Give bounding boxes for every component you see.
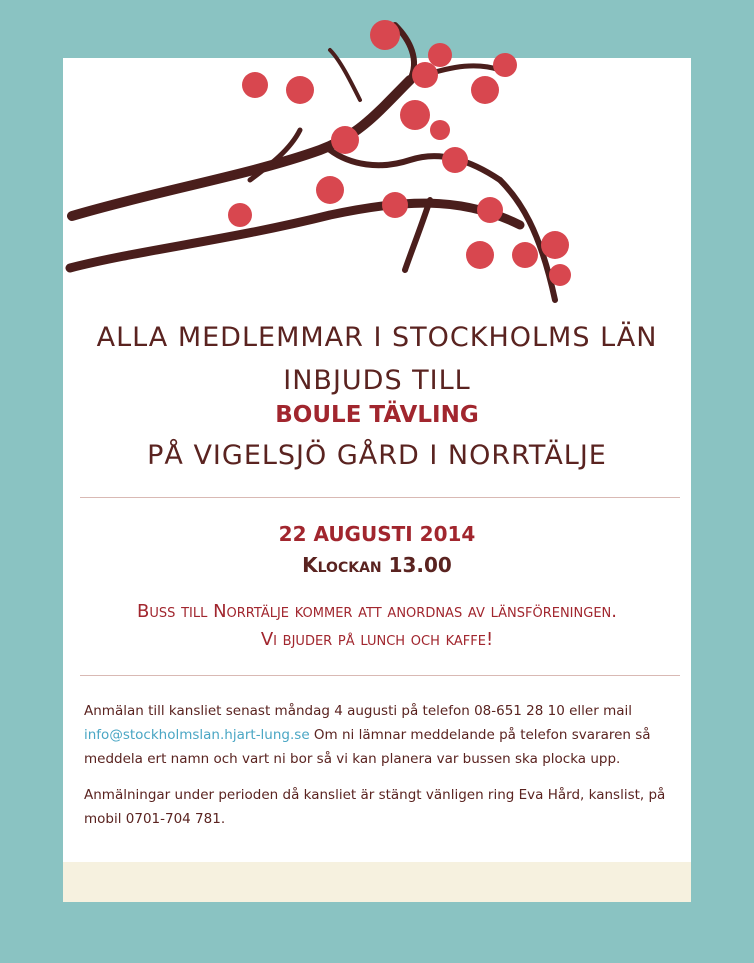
registration-text: Anmälan till kansliet senast måndag 4 augusti på telefon 08-651 28 10 eller mail — [84, 703, 633, 719]
event-date: 22 AUGUSTI 2014 — [278, 522, 476, 546]
closed-period-paragraph: Anmälningar under perioden då kansliet är stängt vänligen ring Eva Hård, kanslist, på mobil 0701-704 781. — [84, 787, 666, 827]
cherry-blossom-branch-icon — [0, 0, 754, 330]
email-link[interactable]: info@stockholmslan.hjart-lung.se — [84, 727, 310, 743]
event-location: PÅ VIGELSJÖ GÅRD I NORRTÄLJE — [147, 440, 607, 471]
event-time: Klockan 13.00 — [302, 553, 452, 577]
registration-text-continued: Om ni lämnar meddelande på telefon svararen så meddela ert namn och vart ni bor så vi kan planera var bussen ska plocka upp. — [84, 727, 651, 767]
registration-paragraph — [84, 699, 674, 771]
headline-line-1: ALLA MEDLEMMAR I STOCKHOLMS LÄN — [96, 322, 658, 353]
divider — [80, 497, 680, 498]
lunch-info: Vi bjuder på lunch och kaffe! — [260, 629, 494, 650]
divider — [80, 675, 680, 676]
footer-band — [63, 862, 691, 902]
headline-line-2: INBJUDS TILL — [283, 365, 471, 396]
event-title: BOULE TÄVLING — [275, 402, 479, 428]
transport-info: Buss till Norrtälje kommer att anordnas av länsföreningen. — [137, 601, 617, 622]
